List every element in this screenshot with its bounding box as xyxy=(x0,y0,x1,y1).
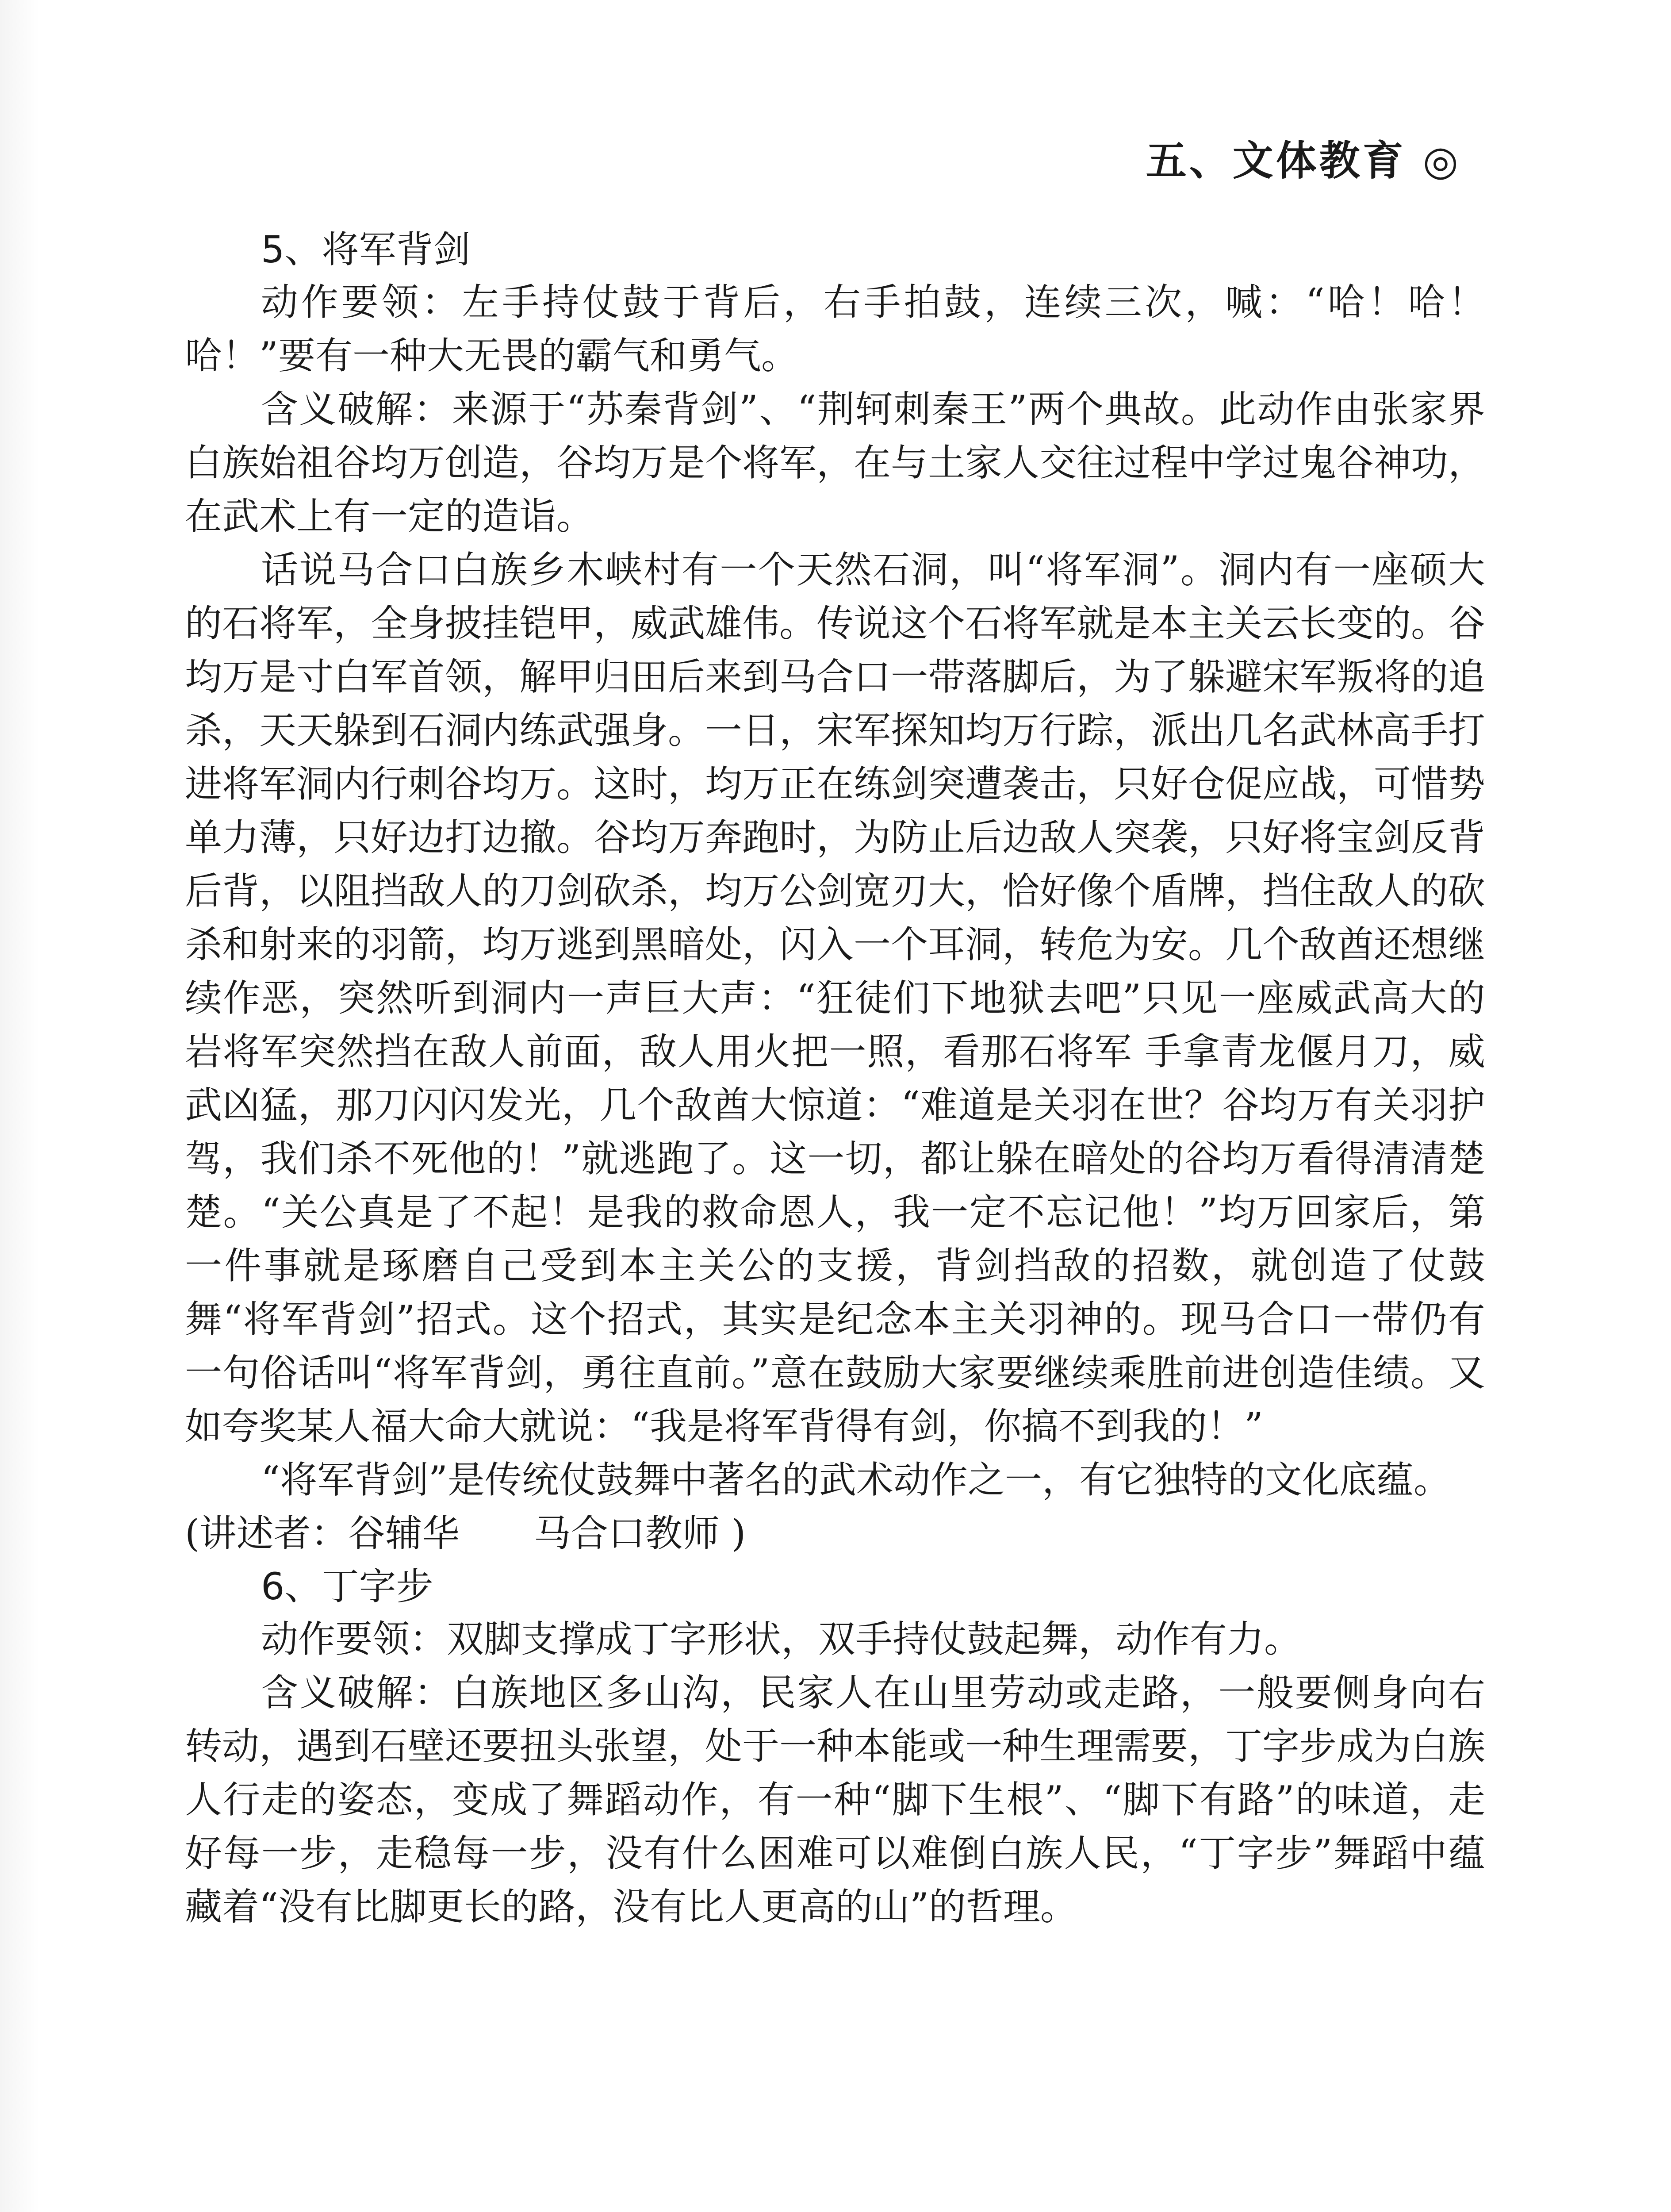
section-6-title: 6、丁字步 xyxy=(261,1565,433,1608)
section-5-narrator: (讲述者：谷辅华 马合口教师 ) xyxy=(185,1512,746,1555)
section-5-action-essentials: 动作要领：左手持仗鼓于背后，右手拍鼓，连续三次，喊：“哈！哈！哈！”要有一种大无畏的霸气和勇气。 xyxy=(185,280,1485,377)
section-6-action-essentials: 动作要领：双脚支撑成丁字形状，双手持仗鼓起舞，动作有力。 xyxy=(261,1617,1302,1661)
section-6-meaning: 含义破解：白族地区多山沟，民家人在山里劳动或走路，一般要侧身向右转动，遇到石壁还要扭头张望，处于一种本能或一种生理需要，丁字步成为白族人行走的姿态，变成了舞蹈动作，有一种“脚下生根”、“脚下有路”的味道，走好每一步，走稳每一步，没有什么困难可以难倒白族人民，“丁字步”舞蹈中蕴藏着“没有比脚更长的路，没有比人更高的山”的哲理。 xyxy=(185,1671,1486,1928)
section-5-meaning: 含义破解：来源于“苏秦背剑”、“荆轲刺秦王”两个典故。此动作由张家界白族始祖谷均万创造，谷均万是个将军，在与土家人交往过程中学过鬼谷神功，在武术上有一定的造诣。 xyxy=(185,388,1486,538)
section-5-conclusion: “将军背剑”是传统仗鼓舞中著名的武术动作之一，有它独特的文化底蕴。 xyxy=(261,1458,1451,1502)
page-body xyxy=(185,223,1485,1934)
page-edge-shadow xyxy=(0,0,40,2212)
section-5-legend: 话说马合口白族乡木峡村有一个天然石洞，叫“将军洞”。洞内有一座硕大的石将军，全身披挂铠甲，威武雄伟。传说这个石将军就是本主关云长变的。谷均万是寸白军首领，解甲归田后来到马合口一带落脚后，为了躲避宋军叛将的追杀，天天躲到石洞内练武强身。一日，宋军探知均万行踪，派出几名武林高手打进将军洞内行刺谷均万。这时，均万正在练剑突遭袭击，只好仓促应战，可惜势单力薄，只好边打边撤。谷均万奔跑时，为防止后边敌人突袭，只好将宝剑反背后背，以阻挡敌人的刀剑砍杀，均万公剑宽刃大，恰好像个盾牌，挡住敌人的砍杀和射来的羽箭，均万逃到黑暗处，闪入一个耳洞，转危为安。几个敌酋还想继续作恶，突然听到洞内一声巨大声：“狂徒们下地狱去吧”只见一座威武高大的岩将军突然挡在敌人前面，敌人用火把一照，看那石将军 手拿青龙偃月刀，威武凶猛，那刀闪闪发光，几个敌酋大惊道：“难道是关羽在世？谷均万有关羽护驾，我们杀不死他的！”就逃跑了。这一切，都让躲在暗处的谷均万看得清清楚楚。“关公真是了不起！是我的救命恩人，我一定不忘记他！”均万回家后，第一件事就是琢磨自己受到本主关公的支援，背剑挡敌的招数，就创造了仗鼓舞“将军背剑”招式。这个招式，其实是纪念本主关羽神的。现马合口一带仍有一句俗话叫“将军背剑，勇往直前。”意在鼓励大家要继续乘胜前进创造佳绩。又如夸奖某人福大命大就说：“我是将军背得有剑，你搞不到我的！” xyxy=(185,548,1486,1448)
section-5-title: 5、将军背剑 xyxy=(261,228,471,271)
running-head: 五、文体教育 ◎ xyxy=(1146,137,1461,184)
